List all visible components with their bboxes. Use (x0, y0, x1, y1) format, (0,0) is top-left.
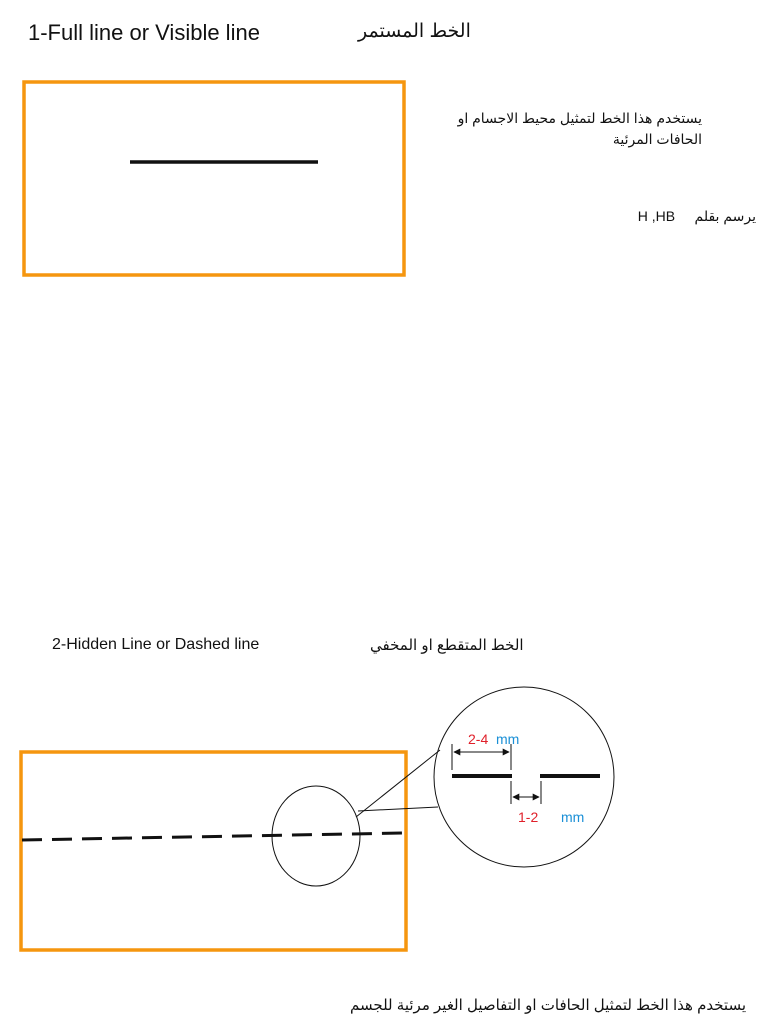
section1-title-en: 1-Full line or Visible line (28, 20, 260, 45)
section1-frame (24, 82, 404, 275)
section2-description: يستخدم هذا الخط لتمثيل الحافات او التفاصيل الغير مرئية للجسم (350, 997, 746, 1014)
detail-ellipse (272, 786, 360, 886)
section2-frame (21, 752, 406, 950)
gap-length-unit: mm (561, 809, 585, 825)
leader-line-bottom (358, 807, 438, 811)
pencil-values: H ,HB (637, 208, 676, 224)
hidden-line-sample (22, 833, 404, 840)
section1-description: يستخدم هذا الخط لتمثيل محيط الاجسام او الحافات المرئية (457, 110, 702, 147)
gap-length-value: 1-2 (518, 809, 539, 825)
dash-length-unit: mm (496, 731, 520, 747)
dash-length-value: 2-4 (468, 731, 489, 747)
section2-title-ar: الخط المتقطع او المخفي (370, 637, 524, 654)
section2-title-en: 2-Hidden Line or Dashed line (52, 636, 260, 653)
pencil-label: يرسم بقلم (694, 208, 756, 224)
leader-line-top (356, 750, 440, 817)
section1-title-ar: الخط المستمر (358, 21, 471, 42)
